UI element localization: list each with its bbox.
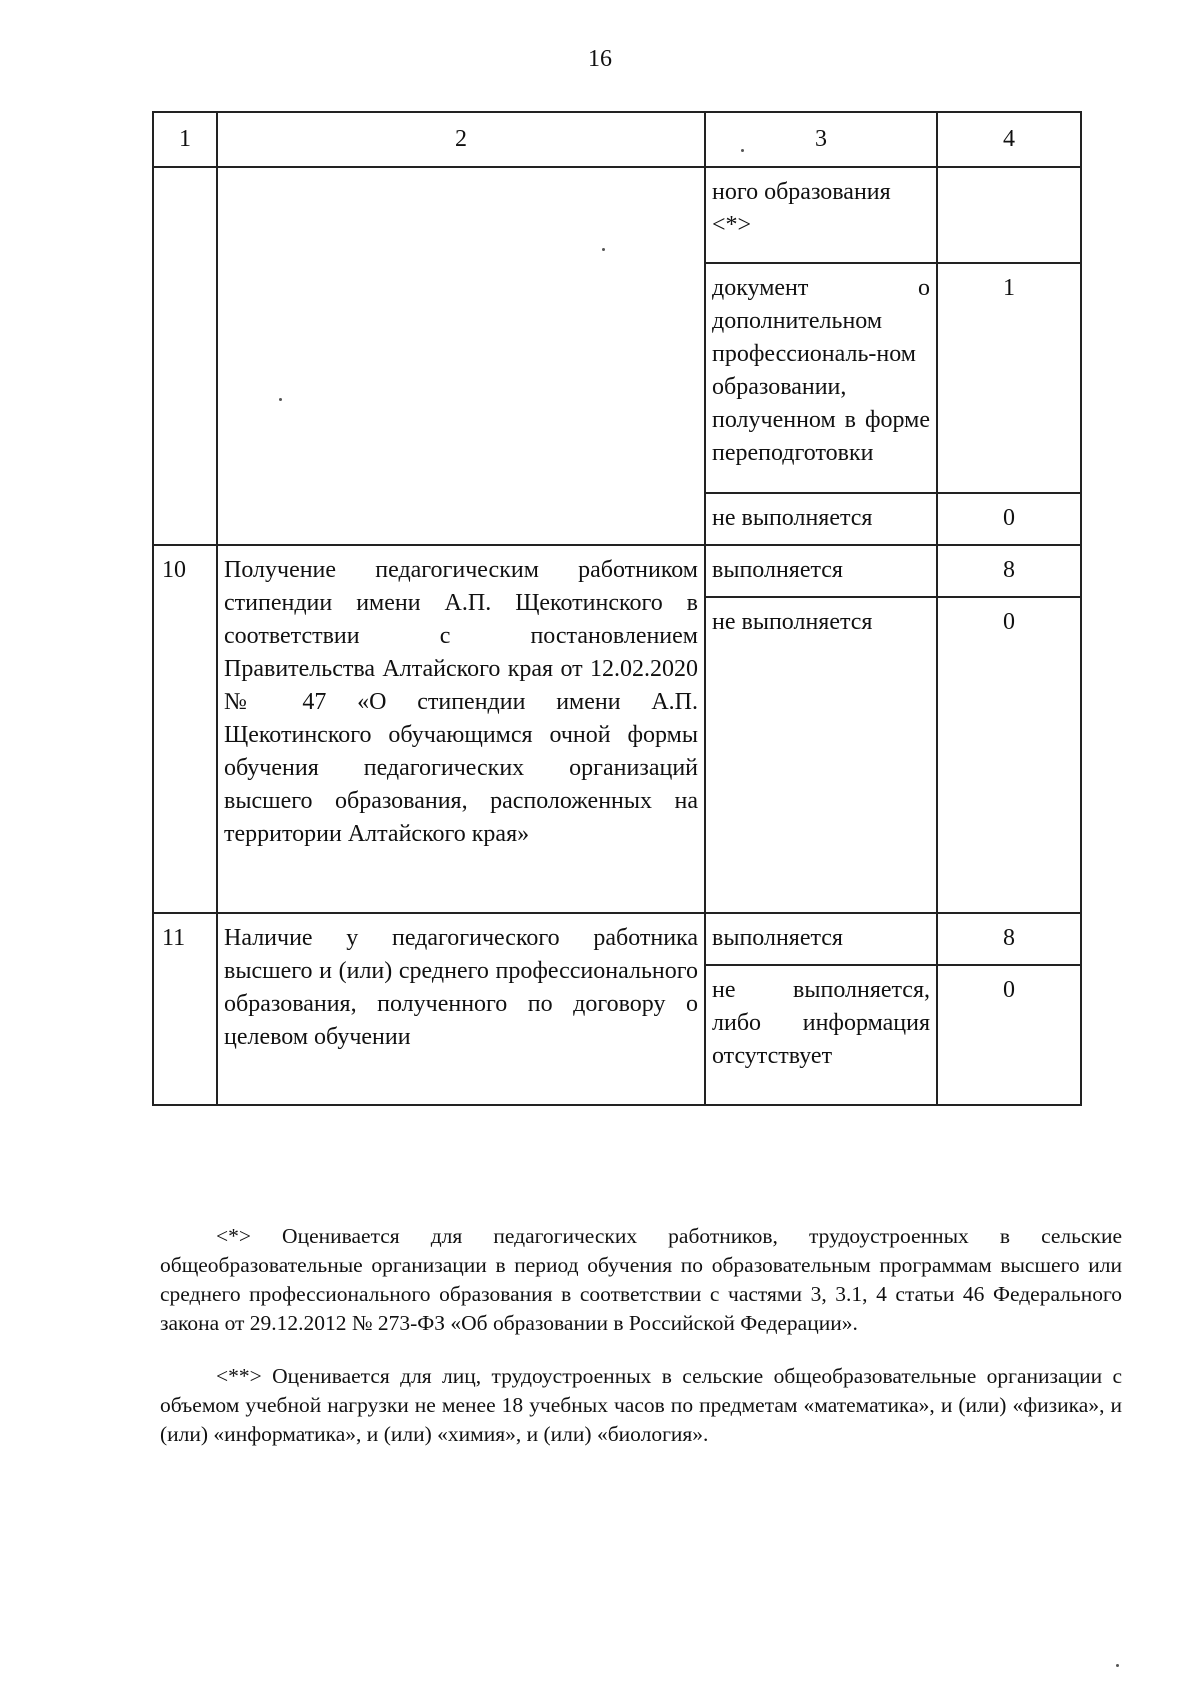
scan-speck <box>602 248 605 251</box>
condition-cell: не выполняется, либо информация отсутствует <box>705 965 937 1105</box>
page-number: 16 <box>588 46 612 72</box>
footnote-double-asterisk: <**> Оценивается для лиц, трудоустроенных в сельские общеобразовательные организации с объемом учебной нагрузки не менее 18 учебных часов по предметам «математика», и (или) «физика», и (или) «информатика», и (или) «химия», и (или) «биология». <box>160 1364 1122 1446</box>
table-row <box>153 545 1081 597</box>
table-row <box>153 167 1081 263</box>
condition-cell: документ о дополнительном профессиональ-ном образовании, полученном в форме переподготовки <box>705 263 937 493</box>
table-row <box>153 913 1081 965</box>
scan-speck <box>741 149 744 152</box>
number-cell <box>153 167 217 545</box>
score-cell: 0 <box>937 597 1081 913</box>
condition-cell: выполняется <box>705 913 937 965</box>
criterion-cell: Наличие у педагогического работника высшего и (или) среднего профессионального образования, полученного по договору о целевом обучении <box>217 913 705 1105</box>
scan-speck <box>279 398 282 401</box>
number-cell: 11 <box>153 913 217 1105</box>
header-col-1: 1 <box>153 112 217 167</box>
criteria-table <box>152 111 1082 1106</box>
header-col-4: 4 <box>937 112 1081 167</box>
condition-cell: не выполняется <box>705 493 937 545</box>
criterion-cell <box>217 167 705 545</box>
score-cell: 8 <box>937 545 1081 597</box>
header-col-3: 3 <box>705 112 937 167</box>
header-row <box>153 112 1081 167</box>
score-cell <box>937 167 1081 263</box>
condition-cell: ного образования <*> <box>705 167 937 263</box>
condition-cell: выполняется <box>705 545 937 597</box>
condition-cell: не выполняется <box>705 597 937 913</box>
score-cell: 8 <box>937 913 1081 965</box>
score-cell: 0 <box>937 965 1081 1105</box>
header-col-2: 2 <box>217 112 705 167</box>
criterion-cell: Получение педагогическим работником стипендии имени А.П. Щекотинского в соответствии с постановлением Правительства Алтайского края от 12.02.2020 № 47 «О стипендии имени А.П. Щекотинского обучающимся очной формы обучения педагогических организаций высшего образования, расположенных на территории Алтайского края» <box>217 545 705 913</box>
footnotes <box>160 1222 1122 1473</box>
score-cell: 0 <box>937 493 1081 545</box>
scan-speck <box>1116 1664 1119 1667</box>
number-cell: 10 <box>153 545 217 913</box>
footnote-single-asterisk: <*> Оценивается для педагогических работников, трудоустроенных в сельские общеобразовательные организации в период обучения по образовательным программам высшего или среднего профессионального образования в соответствии с частями 3, 3.1, 4 статьи 46 Федерального закона от 29.12.2012 № 273-ФЗ «Об образовании в Российской Федерации». <box>160 1224 1122 1335</box>
score-cell: 1 <box>937 263 1081 493</box>
